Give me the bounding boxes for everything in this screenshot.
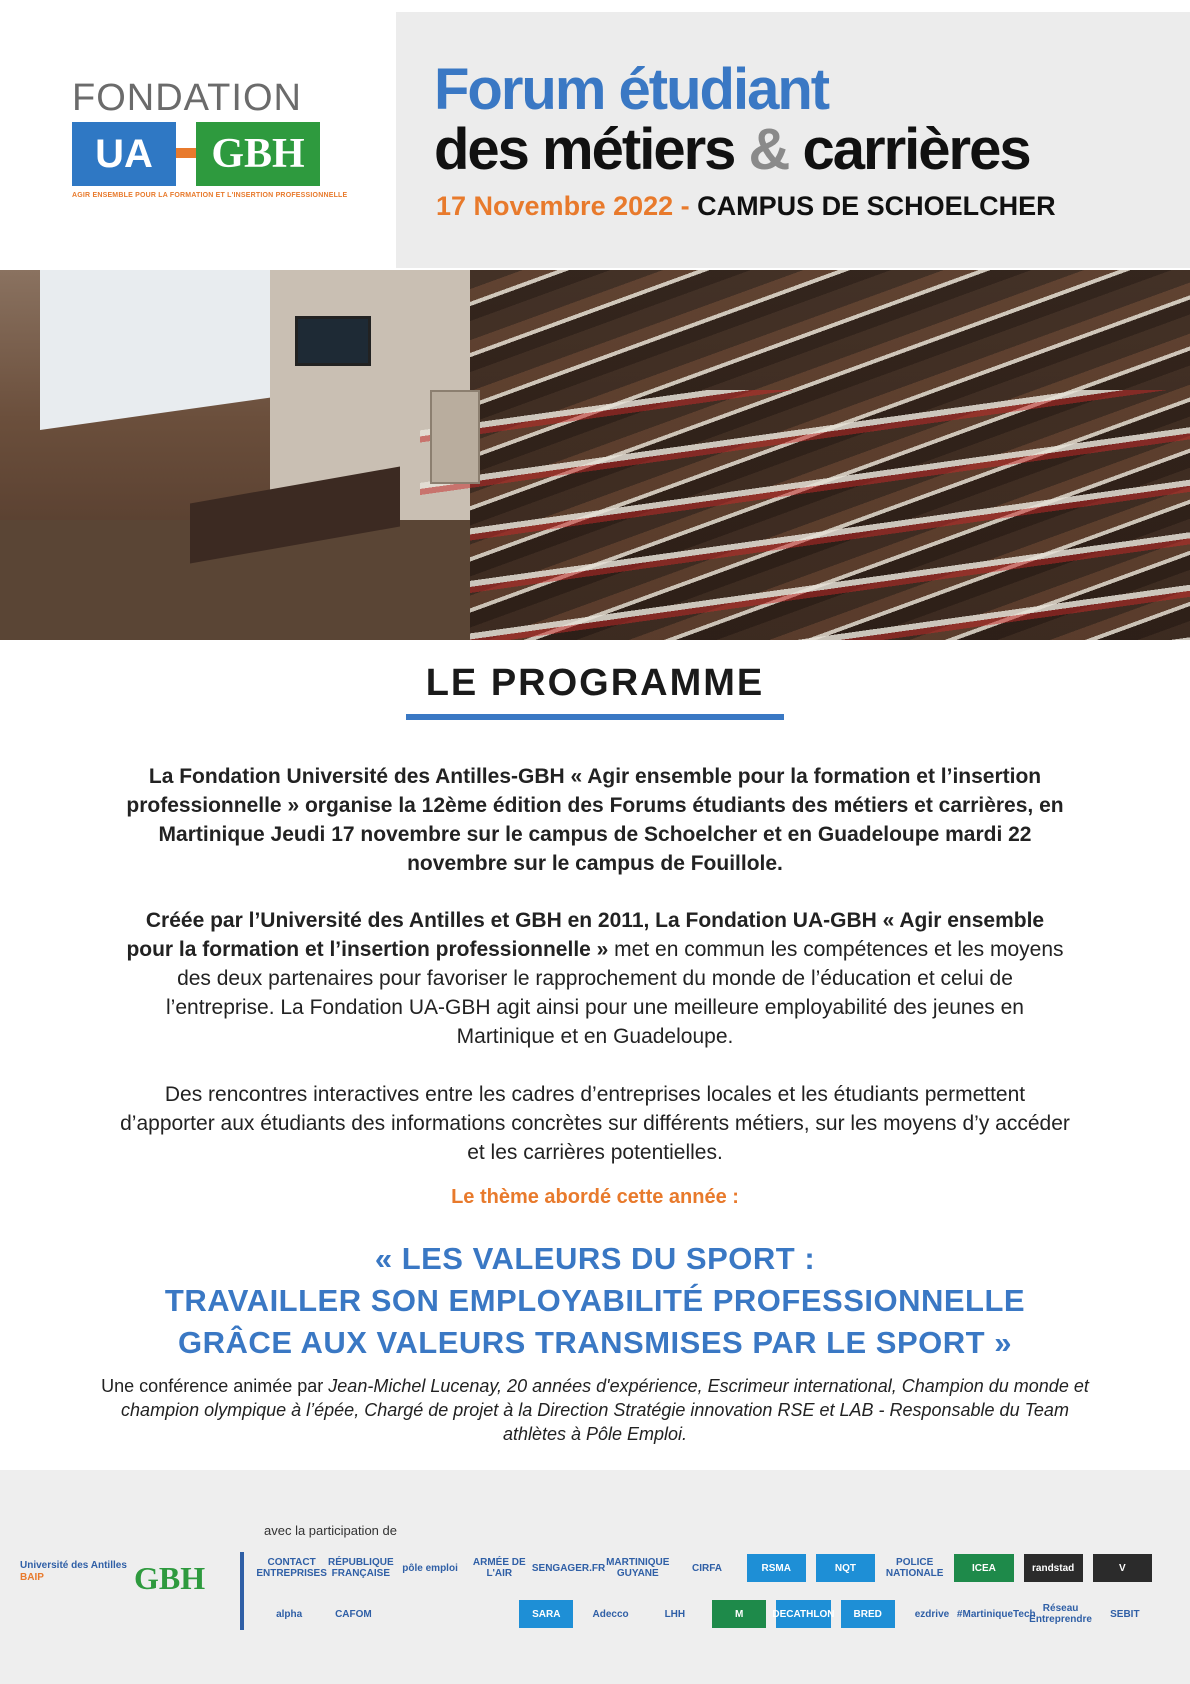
sponsor-logo: [391, 1600, 445, 1628]
footer-ua-logo: [20, 1560, 130, 1608]
sponsor-logo: CONTACT ENTREPRISES: [256, 1557, 327, 1579]
auditorium-photo: [0, 270, 1190, 640]
photo-tv-screen: [295, 316, 371, 366]
sponsor-logo: [455, 1600, 509, 1628]
sponsor-logo: RSMA: [747, 1554, 806, 1582]
sponsor-logo: BRED: [841, 1600, 895, 1628]
event-campus: CAMPUS DE SCHOELCHER: [697, 191, 1056, 221]
sponsor-logo: alpha: [276, 1608, 303, 1620]
conference-prefix: Une conférence animée par: [101, 1376, 329, 1396]
title-part-a: des métiers: [434, 117, 749, 182]
sponsor-logo: ezdrive: [914, 1608, 950, 1620]
photo-door: [430, 390, 480, 484]
photo-projection-screen: [40, 270, 270, 430]
date-separator: -: [673, 191, 698, 221]
theme-line-2: TRAVAILLER SON EMPLOYABILITÉ PROFESSIONNELLE: [164, 1283, 1026, 1318]
sponsor-logo: V: [1093, 1554, 1152, 1582]
logo-fondation-text: FONDATION: [72, 77, 302, 119]
sponsor-logo: ICEA: [954, 1554, 1013, 1582]
sponsor-logo: pôle emploi: [402, 1562, 458, 1574]
theme-intro: Le thème abordé cette année :: [451, 1186, 739, 1208]
conference-description: [100, 1374, 1090, 1446]
sponsor-logo: SEBIT: [1110, 1608, 1140, 1620]
event-date-location: [436, 190, 1056, 222]
sponsor-logo: LHH: [664, 1608, 686, 1620]
intro-paragraph: La Fondation Université des Antilles-GBH « Agir ensemble pour la formation et l’insertion professionnelle » organise la 12ème édition des Forums étudiants des métiers et carrières, en Martinique Jeudi 17 novembre sur le campus de Schoelcher et en Guadeloupe mardi 22 novembre sur le campus de Fouillole.: [126, 765, 1064, 875]
partners-caption: avec la participation de: [264, 1523, 397, 1538]
programme-underline: [406, 714, 784, 720]
footer-gbh-logo: GBH: [134, 1560, 206, 1596]
conference-speaker: Jean-Michel Lucenay, 20 années d'expérience, Escrimeur international, Champion du monde et champion olympique à l’épée, Chargé de projet à la Direction Stratégie innovation RSE et LAB - Responsable du Team athlètes à Pôle Emploi.: [121, 1376, 1089, 1444]
theme-title: [60, 1238, 1130, 1364]
sponsor-logo: ARMÉE DE L'AIR: [472, 1557, 526, 1579]
sponsor-logo: CIRFA: [691, 1562, 722, 1574]
sponsor-logo: SENGAGER.FR: [531, 1562, 606, 1574]
sponsor-logo: NQT: [816, 1554, 875, 1582]
logo-tagline: AGIR ENSEMBLE POUR LA FORMATION ET L'INSERTION PROFESSIONNELLE: [72, 192, 348, 199]
programme-heading: LE PROGRAMME: [425, 662, 765, 704]
logo-ua: UA: [72, 122, 176, 186]
footer-ua-name: Université des Antilles: [20, 1560, 127, 1571]
logo-dash: [176, 148, 196, 158]
sponsor-logo: RÉPUBLIQUE FRANÇAISE: [328, 1557, 394, 1579]
footer-ua-sub: BAIP: [20, 1572, 44, 1583]
sponsor-logo: #MartiniqueTech: [956, 1608, 1036, 1620]
sponsor-logo: randstad: [1024, 1554, 1083, 1582]
meetings-paragraph: Des rencontres interactives entre les cadres d’entreprises locales et les étudiants permettent d’apporter aux étudiants des informations concrètes sur différents métiers, sur les moyens d’y accéder et les carrières potentielles.: [120, 1083, 1070, 1164]
sponsor-logo: M: [712, 1600, 766, 1628]
sponsor-logo: Réseau Entreprendre: [1029, 1603, 1092, 1625]
sponsor-logo: CAFOM: [335, 1608, 372, 1620]
theme-line-3: GRÂCE AUX VALEURS TRANSMISES PAR LE SPORT »: [178, 1325, 1012, 1360]
sponsor-logo: DECATHLON: [776, 1600, 830, 1628]
footer-divider: [240, 1552, 244, 1630]
title-part-b: carrières: [788, 117, 1030, 182]
sponsor-logo: MARTINIQUE GUYANE: [606, 1557, 670, 1579]
page-title-line1: Forum étudiant: [434, 57, 829, 122]
logo-gbh: GBH: [196, 122, 320, 186]
event-date: 17 Novembre 2022: [436, 191, 674, 221]
foundation-paragraph-rest: met en commun les compétences et les moyens des deux partenaires pour favoriser le rapprochement du monde de l’éducation et celui de l’entreprise. La Fondation UA-GBH agit ainsi pour une meilleure employabilité des jeunes en Martinique et en Guadeloupe.: [166, 938, 1064, 1048]
foundation-paragraph-bold: Créée par l’Université des Antilles et GBH en 2011, La Fondation UA-GBH « Agir ensemble pour la formation et l’insertion professionnelle »: [126, 909, 1045, 961]
foundation-paragraph: [120, 906, 1070, 1051]
theme-line-1: « LES VALEURS DU SPORT :: [374, 1241, 816, 1276]
sponsor-logo: POLICE NATIONALE: [885, 1557, 944, 1579]
title-ampersand: &: [748, 117, 789, 182]
page-title-line2: [434, 117, 1030, 182]
sponsor-logo: SARA: [519, 1600, 573, 1628]
logo-ua-gbh: [72, 122, 320, 186]
sponsor-logo: Adecco: [592, 1608, 629, 1620]
fondation-logo: [72, 77, 348, 199]
photo-seat-rows: [420, 390, 1190, 640]
